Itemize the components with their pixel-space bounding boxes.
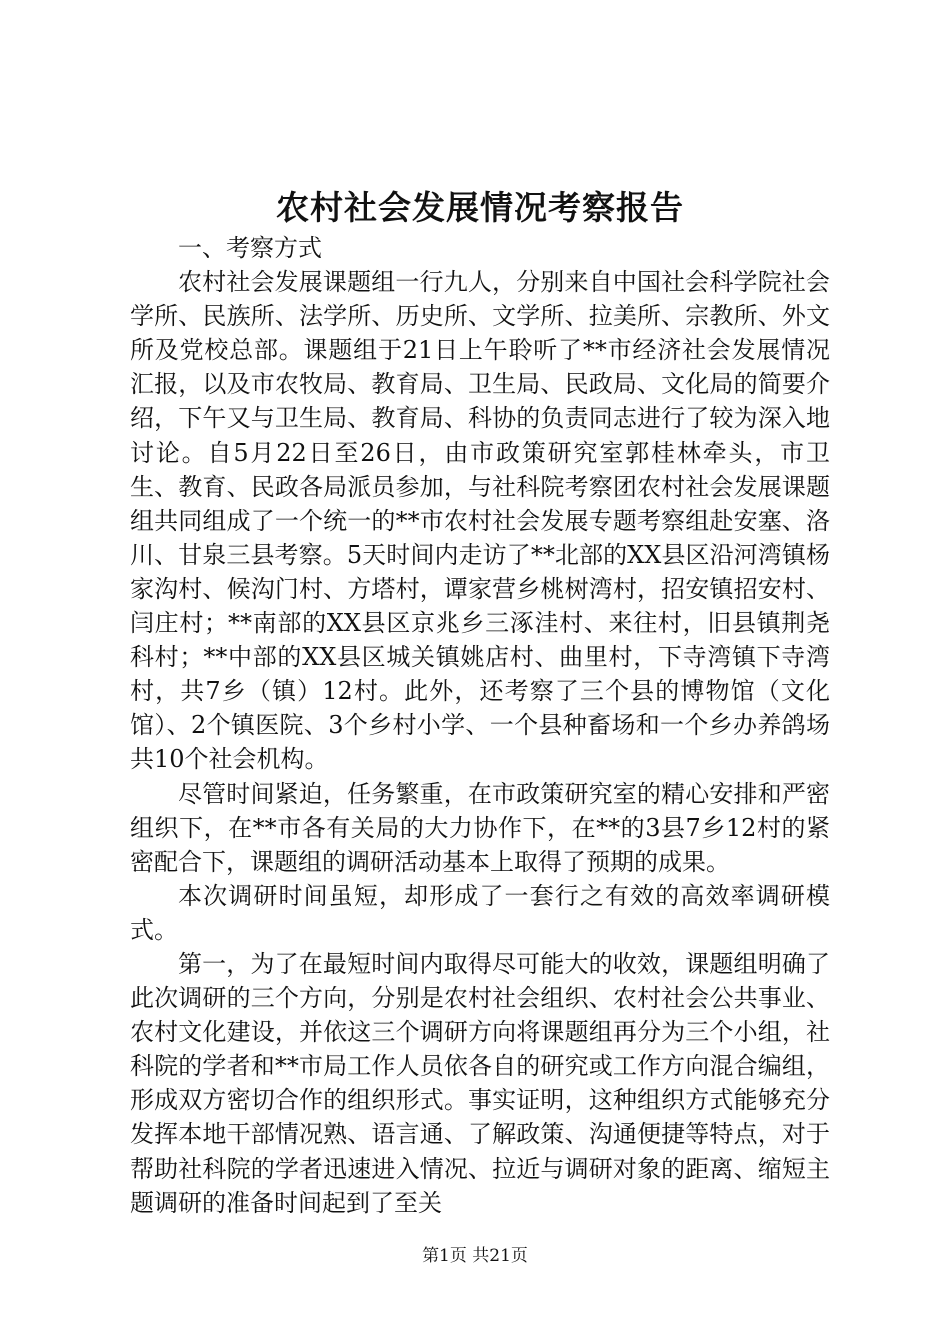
document-title: 农村社会发展情况考察报告 xyxy=(276,188,684,227)
page-number-footer: 第1页 共21页 xyxy=(422,1246,528,1266)
paragraph: 本次调研时间虽短，却形成了一套行之有效的高效率调研模式。 xyxy=(130,881,830,944)
paragraph: 第一，为了在最短时间内取得尽可能大的收效，课题组明确了此次调研的三个方向，分别是农村社会组织、农村社会公共事业、农村文化建设，并依这三个调研方向将课题组再分为三个小组，社科院的学者和**市局工作人员依各自的研究或工作方向混合编组，形成双方密切合作的组织形式。事实证明，这种组织方式能够充分发挥本地干部情况熟、语言通、了解政策、沟通便捷等特点，对于帮助社科院的学者迅速进入情况、拉近与调研对象的距离、缩短主题调研的准备时间起到了至关 xyxy=(130,949,830,1217)
paragraph: 农村社会发展课题组一行九人，分别来自中国社会科学院社会学所、民族所、法学所、历史所、文学所、拉美所、宗教所、外文所及党校总部。课题组于21日上午聆听了**市经济社会发展情况汇报，以及市农牧局、教育局、卫生局、民政局、文化局的简要介绍，下午又与卫生局、教育局、科协的负责同志进行了较为深入地讨论。自5月22日至26日，由市政策研究室郭桂林牵头，市卫生、教育、民政各局派员参加，与社科院考察团农村社会发展课题组共同组成了一个统一的**市农村社会发展专题考察组赴安塞、洛川、甘泉三县考察。5天时间内走访了**北部的XX县区沿河湾镇杨家沟村、候沟门村、方塔村，谭家营乡桃树湾村，招安镇招安村、闫庄村；**南部的XX县区京兆乡三涿洼村、来往村，旧县镇荆尧科村；**中部的XX县区城关镇姚店村、曲里村，下寺湾镇下寺湾村，共7乡（镇）12村。此外，还考察了三个县的博物馆（文化馆）、2个镇医院、3个乡村小学、一个县种畜场和一个乡办养鸽场共10个社会机构。 xyxy=(130,268,830,774)
paragraph: 尽管时间紧迫，任务繁重，在市政策研究室的精心安排和严密组织下，在**市各有关局的大力协作下，在**的3县7乡12村的紧密配合下，课题组的调研活动基本上取得了预期的成果。 xyxy=(130,779,830,876)
document-body xyxy=(130,231,830,1220)
section-heading: 一、考察方式 xyxy=(178,234,322,262)
